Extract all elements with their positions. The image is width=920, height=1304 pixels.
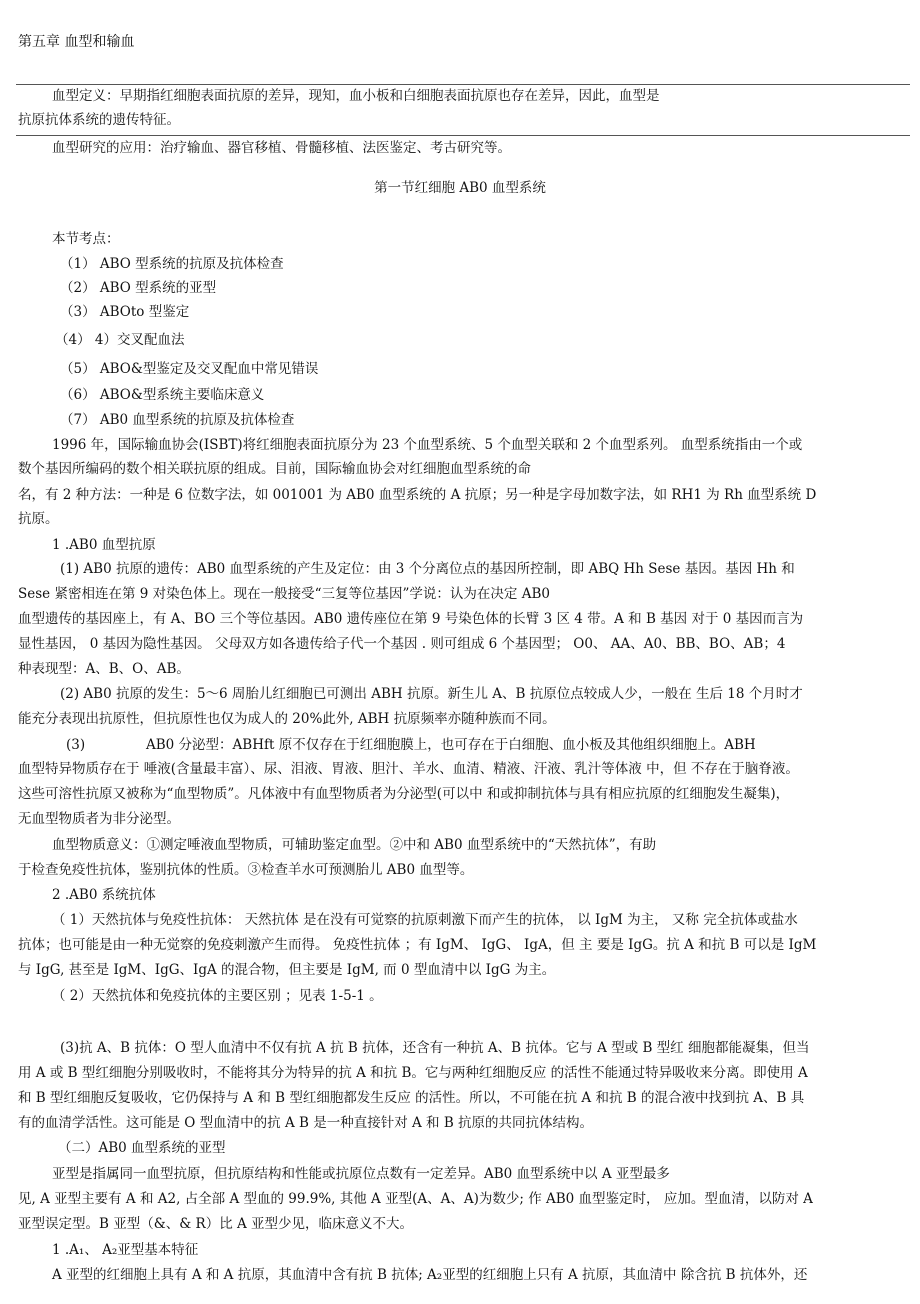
secretor-number: (3) bbox=[66, 737, 86, 753]
exam-point-7: （7） AB0 血型系统的抗原及抗体检查 bbox=[60, 412, 295, 428]
application-line: 血型研究的应用：治疗输血、器官移植、骨髓移植、法医鉴定、考古研究等。 bbox=[52, 140, 511, 156]
exam-points-title: 本节考点： bbox=[52, 231, 120, 247]
secretor-line-2: 血型特异物质存在于 唾液(含量最丰富）、尿、泪液、胃液、胆汁、羊水、血清、精液、汗液、乳汁等体液 中，但 不存在于脑脊液。 bbox=[18, 761, 799, 777]
exam-point-4: （4） 4）交叉配血法 bbox=[55, 332, 185, 348]
anti-ab-line-1: (3)抗 A、B 抗体：O 型人血清中不仅有抗 A 抗 B 抗体，还含有一种抗 A、B 抗体。它与 A 型或 B 型红 细胞都能凝集，但当 bbox=[60, 1040, 810, 1056]
exam-point-3: （3） ABOto 型鉴定 bbox=[60, 304, 190, 320]
substance-significance-line-2: 于检查免疫性抗体，鉴别抗体的性质。③检查羊水可预测胎儿 AB0 血型等。 bbox=[18, 862, 474, 878]
definition-line-1: 血型定义：早期指红细胞表面抗原的差异，现知，血小板和白细胞表面抗原也存在差异，因此，血型是 bbox=[52, 88, 660, 104]
para-isbt-line-2: 数个基因所编码的数个相关联抗原的组成。目前，国际输血协会对红细胞血型系统的命 bbox=[18, 461, 531, 477]
abo-antigen-title: 1 .AB0 血型抗原 bbox=[52, 537, 156, 553]
origin-line-2: 能充分表现出抗原性，但抗原性也仅为成人的 20%此外, ABH 抗原频率亦随种族而不同。 bbox=[18, 711, 556, 727]
heredity-line-2: Sese 紧密相连在第 9 对染色体上。现在一般接受“三复等位基因”学说：认为在决定 AB0 bbox=[18, 586, 550, 602]
definition-line-2: 抗原抗体系统的遗传特征。 bbox=[18, 112, 180, 128]
natural-antibody-line-1: （ 1）天然抗体与免疫性抗体： 天然抗体 是在没有可觉察的抗原刺激下而产生的抗体， 以 IgM 为主， 又称 完全抗体或盐水 bbox=[52, 912, 798, 928]
subtype-line-2: 见, A 亚型主要有 A 和 A2, 占全部 A 型血的 99.9%, 其他 A 亚型(A、A、A)为数少; 作 AB0 血型鉴定时， 应加。型血清，以防对 A bbox=[18, 1191, 813, 1207]
chapter-header: 第五章 血型和输血 bbox=[18, 34, 135, 50]
secretor-line-4: 无血型物质者为非分泌型。 bbox=[18, 811, 180, 827]
anti-ab-line-3: 和 B 型红细胞反复吸收，它仍保持与 A 和 B 型红细胞都发生反应 的活性。所以，不可能在抗 A 和抗 B 的混合液中找到抗 A、B 具 bbox=[18, 1090, 805, 1106]
subtype-line-3: 亚型误定型。B 亚型（&、& R）比 A 亚型少见，临床意义不大。 bbox=[18, 1216, 414, 1232]
natural-antibody-line-3: 与 IgG, 甚至是 IgM、IgG、IgA 的混合物，但主要是 IgM, 而 0 型血清中以 IgG 为主。 bbox=[18, 962, 556, 978]
antibody-difference-line: （ 2）天然抗体和免疫抗体的主要区别 ；见表 1-5-1 。 bbox=[52, 988, 383, 1004]
heredity-line-5: 种表现型：A、B、O、AB。 bbox=[18, 661, 190, 677]
heredity-line-1: (1) AB0 抗原的遗传：AB0 血型系统的产生及定位：由 3 个分离位点的基因所控制，即 ABQ Hh Sese 基因。基因 Hh 和 bbox=[60, 561, 795, 577]
secretor-line-3: 这些可溶性抗原又被称为“血型物质”。凡体液中有血型物质者为分泌型(可以中 和或抑制抗体与具有相应抗原的红细胞发生凝集)， bbox=[18, 786, 790, 802]
secretor-line-1: AB0 分泌型：ABHft 原不仅存在于红细胞膜上，也可存在于白细胞、血小板及其他组织细胞上。ABH bbox=[146, 737, 756, 753]
exam-point-1: （1） ABO 型系统的抗原及抗体检查 bbox=[60, 256, 284, 272]
subtype-section-title: （二）AB0 血型系统的亚型 bbox=[58, 1140, 226, 1156]
para-isbt-line-4: 抗原。 bbox=[18, 511, 59, 527]
para-isbt-line-3: 名，有 2 种方法：一种是 6 位数字法，如 001001 为 AB0 血型系统的 A 抗原；另一种是字母加数字法，如 RH1 为 Rh 血型系统 D bbox=[18, 487, 817, 503]
para-isbt-line-1: 1996 年，国际输血协会(ISBT)将红细胞表面抗原分为 23 个血型系统、5 个血型关联和 2 个血型系列。 血型系统指由一个或 bbox=[52, 437, 803, 453]
abo-antibody-title: 2 .AB0 系统抗体 bbox=[52, 887, 156, 903]
exam-point-6: （6） ABO&型系统主要临床意义 bbox=[60, 387, 265, 403]
exam-point-2: （2） ABO 型系统的亚型 bbox=[60, 280, 217, 296]
heredity-line-4: 显性基因， 0 基因为隐性基因。 父母双方如各遗传给子代一个基因 . 则可组成 6 个基因型； O0、 AA、A0、BB、BO、AB；4 bbox=[18, 636, 786, 652]
anti-ab-line-2: 用 A 或 B 型红细胞分别吸收时，不能将其分为特异的抗 A 和抗 B。它与两种红细胞反应 的活性不能通过特异吸收来分离。即使用 A bbox=[18, 1065, 808, 1081]
a1-a2-features-line-1: A 亚型的红细胞上具有 A 和 A 抗原，其血清中含有抗 B 抗体; A₂亚型的红细胞上只有 A 抗原，其血清中 除含抗 B 抗体外，还 bbox=[52, 1267, 808, 1283]
natural-antibody-line-2: 抗体；也可能是由一种无觉察的免疫刺激产生而得。 免疫性抗体 ；有 IgM、 IgG、 IgA，但 主 要是 IgG。抗 A 和抗 B 可以是 IgM bbox=[18, 937, 817, 953]
exam-point-5: （5） ABO&型鉴定及交叉配血中常见错误 bbox=[60, 361, 319, 377]
subtype-line-1: 亚型是指属同一血型抗原，但抗原结构和性能或抗原位点数有一定差异。AB0 血型系统中以 A 亚型最多 bbox=[52, 1166, 670, 1182]
substance-significance-line-1: 血型物质意义：①测定唾液血型物质，可辅助鉴定血型。②中和 AB0 血型系统中的“天然抗体”，有助 bbox=[52, 837, 657, 853]
anti-ab-line-4: 有的血清学活性。这可能是 O 型血清中的抗 A B 是一种直接针对 A 和 B 抗原的共同抗体结构。 bbox=[18, 1115, 594, 1131]
a1-a2-features-title: 1 .A₁、 A₂亚型基本特征 bbox=[52, 1242, 199, 1258]
origin-line-1: (2) AB0 抗原的发生：5～6 周胎儿红细胞已可测出 ABH 抗原。新生儿 A、B 抗原位点较成人少，一般在 生后 18 个月时才 bbox=[60, 686, 803, 702]
heredity-line-3: 血型遗传的基因座上，有 A、BO 三个等位基因。AB0 遗传座位在第 9 号染色体的长臂 3 区 4 带。A 和 B 基因 对于 0 基因而言为 bbox=[18, 611, 804, 627]
section-title: 第一节红细胞 AB0 血型系统 bbox=[374, 180, 546, 196]
